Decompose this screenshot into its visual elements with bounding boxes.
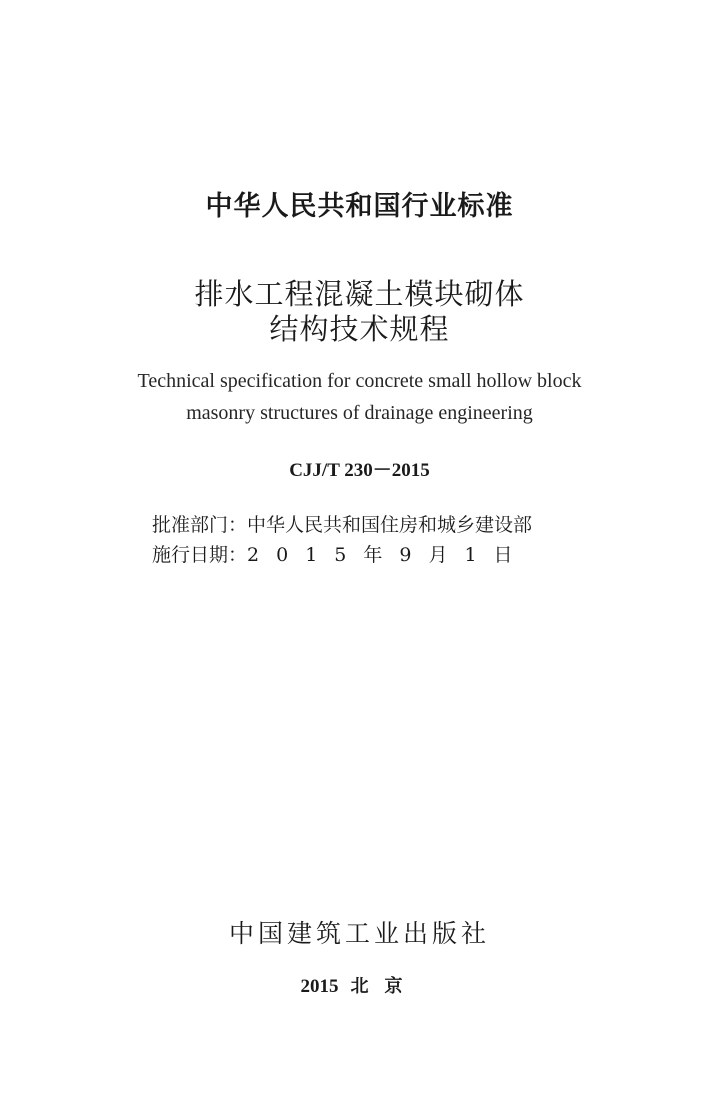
imprint: [0, 972, 719, 998]
standard-code: CJJ/T 230－2015: [289, 460, 430, 481]
imprint-year: 2015: [300, 976, 339, 997]
english-title-line-2: masonry structures of drainage engineering: [186, 402, 533, 424]
approval-value: 中华人民共和国住房和城乡建设部: [247, 514, 533, 536]
effective-date-row: [152, 540, 530, 567]
effective-date-value: 2015年9月1日: [247, 544, 530, 566]
document-title-line-1: 排水工程混凝土模块砌体: [194, 277, 525, 311]
approval-label: 批准部门：: [152, 514, 248, 536]
effective-date-label: 施行日期：: [152, 544, 248, 566]
document-title-line-2: 结构技术规程: [269, 312, 450, 346]
english-title-line-1: Technical specification for concrete small hollow block: [137, 370, 582, 392]
standard-type-heading: 中华人民共和国行业标准: [205, 191, 514, 222]
approval-row: [152, 510, 532, 537]
publisher-name: 中国建筑工业出版社: [228, 919, 490, 948]
imprint-city: 北京: [350, 976, 419, 997]
